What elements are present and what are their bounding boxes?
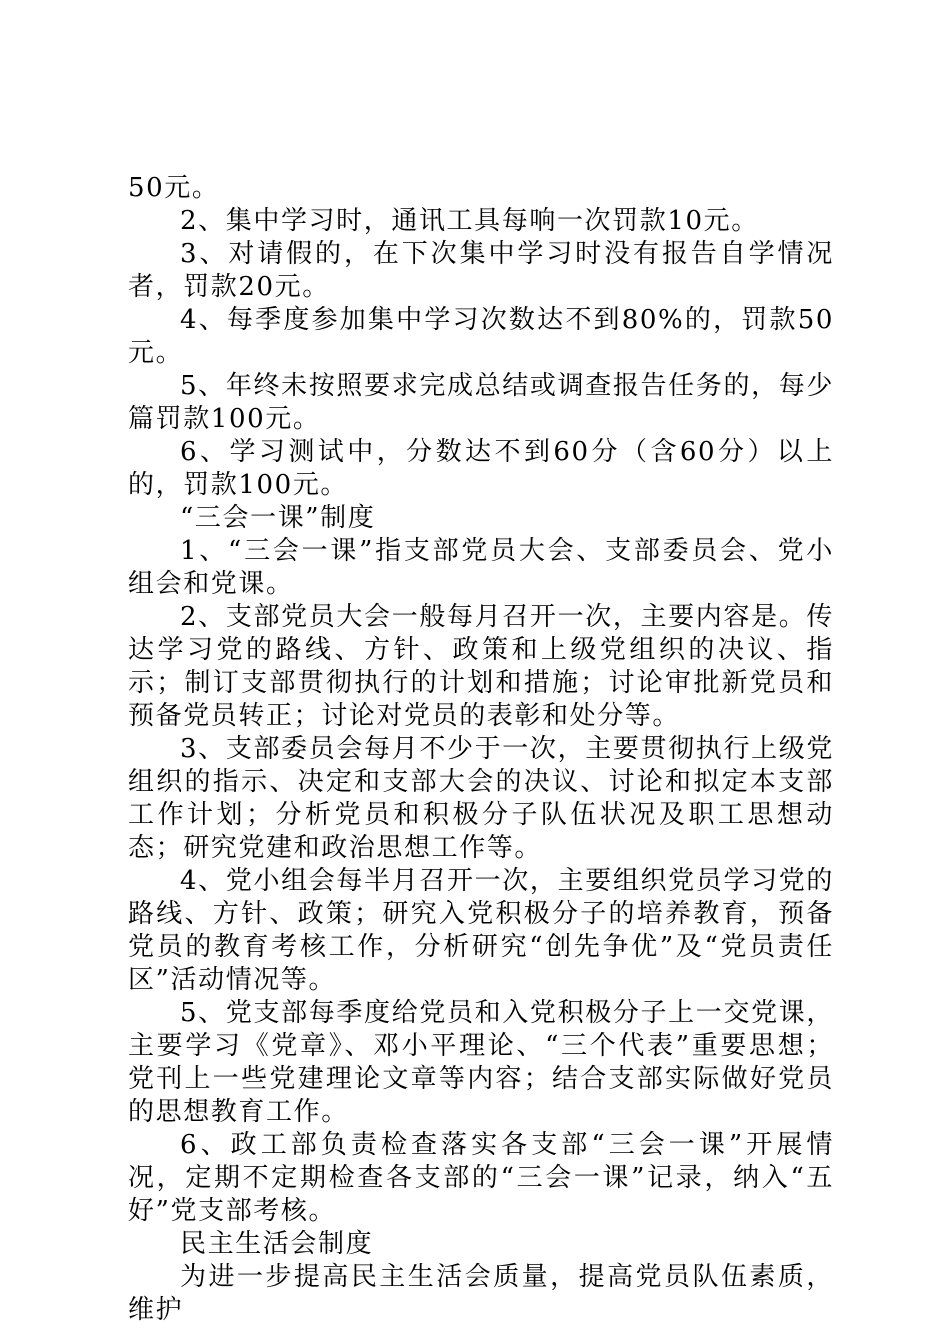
paragraph-democratic-life-intro: 为进一步提高民主生活会质量，提高党员队伍素质，维护 <box>128 1262 834 1325</box>
paragraph-meetings-4: 4、党小组会每半月召开一次，主要组织党员学习党的路线、方针、政策；研究入党积极分子的培养教育，预备党员的教育考核工作，分析研究“创先争优”及“党员责任区”活动情况等。 <box>128 866 834 995</box>
section-heading-democratic-life: 民主生活会制度 <box>180 1229 374 1259</box>
document-body <box>128 172 834 1327</box>
paragraph-meetings-5: 5、党支部每季度给党员和入党积极分子上一交党课，主要学习《党章》、邓小平理论、“三个代表”重要思想；党刊上一些党建理论文章等内容；结合支部实际做好党员的思想教育工作。 <box>128 998 834 1127</box>
paragraph-rule-4: 4、每季度参加集中学习次数达不到80%的，罚款50元。 <box>128 305 834 368</box>
paragraph-meetings-1: 1、“三会一课”指支部党员大会、支部委员会、党小组会和党课。 <box>128 536 834 599</box>
paragraph-rule-5: 5、年终未按照要求完成总结或调查报告任务的，每少篇罚款100元。 <box>128 371 834 434</box>
section-heading-three-meetings: “三会一课”制度 <box>180 503 376 533</box>
paragraph-meetings-2: 2、支部党员大会一般每月召开一次，主要内容是。传达学习党的路线、方针、政策和上级党组织的决议、指示；制订支部贯彻执行的计划和措施；讨论审批新党员和预备党员转正；讨论对党员的表彰和处分等。 <box>128 602 834 731</box>
paragraph-meetings-6: 6、政工部负责检查落实各支部“三会一课”开展情况，定期不定期检查各支部的“三会一课”记录，纳入“五好”党支部考核。 <box>128 1130 834 1226</box>
paragraph-rule-2: 2、集中学习时，通讯工具每响一次罚款10元。 <box>180 206 759 236</box>
paragraph-rule-3: 3、对请假的，在下次集中学习时没有报告自学情况者，罚款20元。 <box>128 239 834 302</box>
paragraph-fine-continuation: 50元。 <box>128 173 220 203</box>
paragraph-rule-6: 6、学习测试中，分数达不到60分（含60分）以上的，罚款100元。 <box>128 437 834 500</box>
paragraph-meetings-3: 3、支部委员会每月不少于一次，主要贯彻执行上级党组织的指示、决定和支部大会的决议、讨论和拟定本支部工作计划；分析党员和积极分子队伍状况及职工思想动态；研究党建和政治思想工作等。 <box>128 734 834 863</box>
